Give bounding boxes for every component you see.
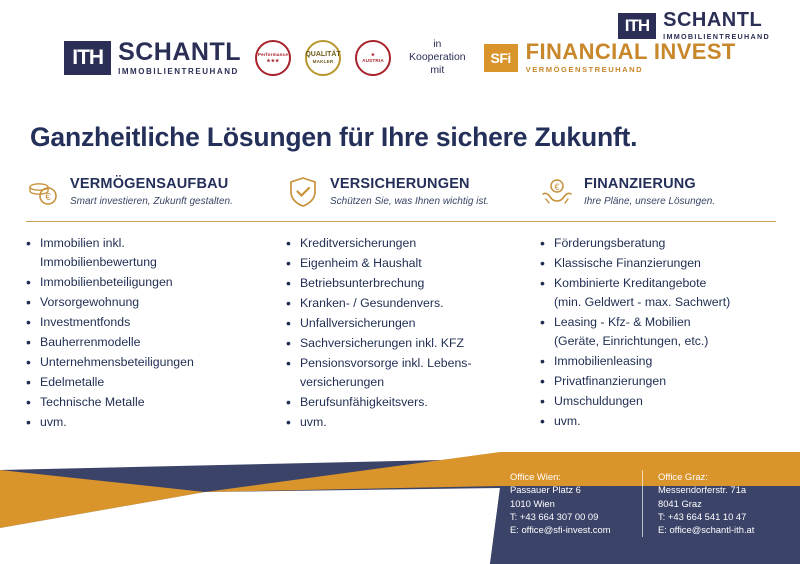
list-item-label: Immobilienbeteiligungen [40,275,173,290]
logo-row [0,38,800,77]
list-item-label: Technische Metalle [40,395,145,410]
list-item-label: Sachversicherungen inkl. KFZ [299,336,465,351]
list-item-label: Förderungsberatung [553,236,666,250]
seal-quality-icon [305,40,341,76]
category-vermoegensaufbau [26,175,276,209]
list-item [286,254,514,273]
page-title: Ganzheitliche Lösungen für Ihre sichere Zukunft. [30,122,638,152]
office-email[interactable]: E: office@sfi-invest.com [510,524,611,536]
cooperation-note [409,38,466,77]
ith-badge-text: ITH [72,45,104,69]
sfi-wordmark [526,41,736,74]
list-item [540,392,764,411]
seal-award-icon [355,40,391,76]
list-item-label: Bauherrenmodelle [40,335,141,350]
list-versicherungen [276,234,526,433]
logo-schantl-main [64,37,241,76]
list-item-label: Edelmetalle [40,375,105,390]
cooperation-line-2: Kooperation [409,51,466,64]
seal-award-line1: ★ [370,52,376,58]
list-item-label: uvm. [553,414,581,429]
office-title: Office Graz: [658,471,708,482]
office-street: Messendorferstr. 71a [658,484,747,496]
list-item [286,393,514,412]
sfi-brand-main: FINANCIAL INVEST [525,39,736,65]
footer-band [0,452,800,564]
list-item [26,273,264,292]
schantl-brand-sub: IMMOBILIENTREUHAND [118,66,239,76]
list-item [26,313,264,332]
list-item-label: Umschuldungen [553,394,643,409]
svg-text:€: € [45,192,51,203]
seal-award-line2: AUSTRIA [362,57,384,63]
category-subtitle: Smart investieren, Zukunft gestalten. [70,195,233,207]
cooperation-line-1: in [433,38,442,50]
list-item-label: Kreditversicherungen [299,236,417,250]
seal-performance-line2: ★★★ [266,57,280,63]
office-title: Office Wien: [510,471,561,482]
category-title: VERSICHERUNGEN [329,176,470,193]
list-vermoegensaufbau [26,234,276,433]
list-item [286,234,514,253]
list-item [26,413,264,432]
list-item-cont: (min. Geldwert - max. Sachwert) [553,295,731,310]
ith-badge-icon [618,13,656,39]
svg-text:€: € [554,182,560,192]
cooperation-line-3: mit [430,64,445,77]
list-item [540,234,764,253]
ith-badge-icon [64,41,111,75]
office-email[interactable]: E: office@schantl-ith.at [658,524,755,536]
list-item-cont: versicherungen [299,375,385,390]
list-item-label: Investmentfonds [40,315,131,330]
hands-euro-icon [540,175,574,209]
list-item [286,354,514,392]
list-item-label: Immobilienleasing [553,354,653,369]
category-title: VERMÖGENSAUFBAU [70,176,229,193]
schantl-brand-main: SCHANTL [118,37,241,66]
list-item-cont: (Geräte, Einrichtungen, etc.) [553,334,709,349]
schantl-brand-sub: IMMOBILIENTREUHAND [663,32,770,41]
list-item [540,412,764,431]
office-wien [510,470,642,537]
list-item [286,413,514,432]
office-street: Passauer Platz 6 [510,484,581,496]
sfi-mark-icon [484,44,518,72]
list-item [540,313,764,351]
category-head-text [330,177,489,207]
list-item [26,393,264,412]
category-headers [26,175,776,209]
list-item [26,333,264,352]
sfi-brand-sub: VERMÖGENSTREUHAND [525,65,644,75]
list-item-label: Pensionsvorsorge inkl. Lebens- [299,356,472,371]
list-item-label: uvm. [299,415,327,430]
category-title: FINANZIERUNG [583,176,696,193]
category-versicherungen [276,175,526,209]
list-item-label: Leasing - Kfz- & Mobilien [553,315,691,330]
list-item [540,274,764,312]
schantl-brand-main: SCHANTL [663,9,763,31]
list-item [286,314,514,333]
list-item-label: Betriebsunterbrechung [299,276,425,291]
category-lists [26,234,776,433]
list-item-label: Klassische Finanzierungen [553,256,701,271]
list-item [26,293,264,312]
schantl-wordmark-main [118,37,241,76]
list-item-label: Privatfinanzierungen [553,374,667,389]
divider [26,221,776,222]
category-subtitle: Schützen Sie, was Ihnen wichtig ist. [329,195,489,207]
category-head-text [584,177,715,207]
list-item-label: Immobilien inkl. [40,236,125,250]
list-item-label: Unternehmensbeteiligungen [40,355,194,370]
list-item-label: uvm. [40,415,67,430]
office-list [510,470,788,537]
sfi-mark-text: SFi [490,49,511,66]
office-phone[interactable]: T: +43 664 307 00 09 [510,511,599,523]
list-item-cont: Immobilienbewertung [40,255,157,270]
ith-badge-text: ITH [624,15,650,35]
schantl-wordmark-top [663,10,770,41]
logo-schantl-top [618,10,770,41]
list-item-label: Kranken- / Gesundenvers. [299,296,444,311]
list-finanzierung [526,234,776,433]
seal-performance-line1: Performance [257,52,289,58]
header [0,0,800,96]
seal-quality-line1: QUALITÄT [305,51,341,59]
logo-sfi [484,41,736,74]
office-phone[interactable]: T: +43 664 541 10 47 [658,511,747,523]
list-item [540,352,764,371]
list-item-label: Berufsunfähigkeitsvers. [299,395,428,410]
list-item [540,254,764,273]
office-city: 8041 Graz [658,497,702,509]
list-item [286,274,514,293]
office-city: 1010 Wien [510,497,555,509]
list-item [26,353,264,372]
list-item [286,334,514,353]
list-item-label: Unfallversicherungen [299,316,416,331]
list-item [26,373,264,392]
money-euro-icon [26,175,60,209]
category-subtitle: Ihre Pläne, unsere Lösungen. [583,195,716,207]
list-item [26,234,264,272]
list-item [286,294,514,313]
list-item-label: Kombinierte Kreditangebote [553,276,707,291]
list-item-label: Vorsorgewohnung [40,295,140,310]
list-item-label: Eigenheim & Haushalt [299,256,422,271]
category-head-text [70,177,233,207]
seal-quality-line2: MAKLER [312,59,334,65]
office-graz [642,470,788,537]
shield-check-icon [286,175,320,209]
seal-performance-icon [255,40,291,76]
category-finanzierung [526,175,776,209]
list-item [540,372,764,391]
